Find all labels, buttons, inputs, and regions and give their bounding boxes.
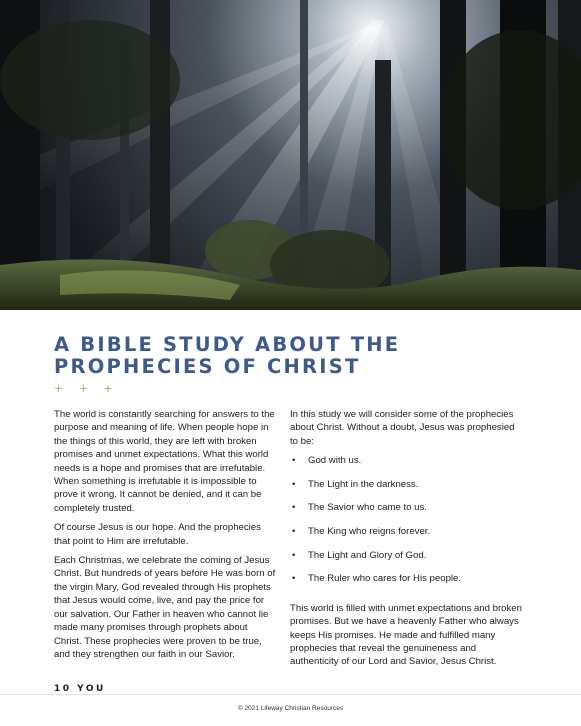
- bullet-icon: •: [292, 549, 296, 561]
- paragraph-hope: Of course Jesus is our hope. And the prophecies that point to Him are irrefutable.: [54, 522, 261, 547]
- paragraph-intro: The world is constantly searching for answers to the purpose and meaning of life. When people hope in the things of this world, they are left with broken promises and unmet expectations. What this world needs is a hope and promises that are irrefutable. When something is irrefutable it is impossible to prove it wrong. It cannot be denied, and it can be completely trusted.: [54, 409, 275, 514]
- bullet-icon: •: [292, 526, 296, 537]
- list-item: • The Light and Glory of God.: [292, 549, 427, 561]
- list-item: • The Light in the darkness.: [292, 478, 419, 490]
- prophecy-list: [290, 454, 522, 596]
- list-item: • The Savior who came to us.: [292, 502, 427, 514]
- bullet-icon: •: [292, 478, 296, 490]
- bullet-icon: •: [292, 573, 296, 585]
- article-title: A BIBLE STUDY ABOUT THE PROPHECIES OF CHRIST: [54, 333, 401, 378]
- bullet-icon: •: [292, 455, 296, 467]
- page-folio: 10 YOU: [54, 684, 106, 694]
- paragraph-study-intro: In this study we will consider some of the prophecies about Christ. Without a doubt, Jesus was prophesied to be:: [290, 409, 515, 447]
- list-item: • The Ruler who cares for His people.: [292, 573, 462, 585]
- copyright-text: © 2021 Lifeway Christian Resources: [237, 705, 344, 712]
- page-footer: [0, 694, 581, 726]
- list-item: • The King who reigns forever.: [292, 526, 431, 537]
- hero-forest-photo: [0, 0, 581, 310]
- paragraph-closing: This world is filled with unmet expectations and broken promises. But we have a heavenly Father who always keeps His promises. He made and fulfilled many prophecies that reveal the genuineness and authenticity of our Lord and Savior, Jesus Christ.: [290, 602, 522, 668]
- list-item: • God with us.: [292, 455, 362, 467]
- bullet-icon: •: [292, 502, 296, 514]
- paragraph-christmas: Each Christmas, we celebrate the coming of Jesus Christ. But hundreds of years before He was born of the virgin Mary, God revealed through His prophets that Jesus would come, live, and pay the price for our salvation. Our Father in heaven who cannot lie made many promises through prophets about Christ. These prophecies were proven to be true, and they strengthen our faith in our Savior.: [54, 555, 276, 660]
- right-column: [290, 408, 522, 675]
- title-ornament: + + +: [54, 382, 119, 395]
- left-column: [54, 408, 276, 667]
